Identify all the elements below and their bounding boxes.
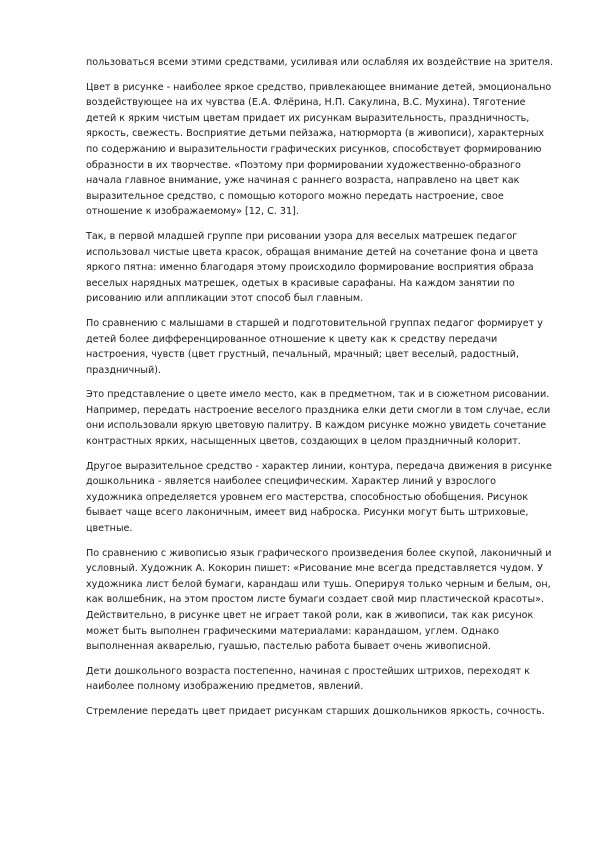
paragraph: Дети дошкольного возраста постепенно, начиная с простейших штрихов, переходят к наиболее полному изображению предметов, явлений. (86, 665, 530, 693)
paragraph: Цвет в рисунке - наиболее яркое средство, привлекающее внимание детей, эмоционально воздействующее на их чувства (Е.А. Флёрина, Н.П. Сакулина, В.С. Мухина). Тяготение детей к ярким чистым цветам придает их рисункам выразительность, праздничность, яркость, свежесть. Восприятие детьми пейзажа, натюрморта (в живописи), характерных по содержанию и выразительности графических рисунков, способствует формированию образности в их творчестве. «Поэтому при формировании художественно-образного начала главное внимание, уже начиная с раннего возраста, направлено на цвет как выразительное средство, с помощью которого можно передать настроение, свое отношение к изображаемому» [12, С. 31]. (86, 81, 552, 218)
paragraph: Другое выразительное средство - характер линии, контура, передача движения в рисунке дошкольника - является наиболее специфическим. Характер линий у взрослого художника определяется уровнем его мастерства, способностью обобщения. Рисунок бывает чаще всего лаконичным, имеет вид наброска. Рисунки могут быть штриховые, цветные. (86, 460, 552, 535)
paragraph: Стремление передать цвет придает рисункам старших дошкольников яркость, сочность. (86, 705, 545, 717)
paragraph: Это представление о цвете имело место, как в предметном, так и в сюжетном рисовании. Например, передать настроение веселого праздника елки дети смогли в том случае, если они использовали яркую цветовую палитру. В каждом рисунке можно увидеть сочетание контрастных ярких, насыщенных цветов, создающих в целом праздничный колорит. (86, 389, 551, 448)
document-body (86, 55, 554, 729)
paragraph: Так, в первой младшей группе при рисовании узора для веселых матрешек педагог использовал чистые цвета красок, обращая внимание детей на сочетание фона и цвета яркого пятна: именно благодаря этому происходило формирование восприятия образа веселых нарядных матрешек, одетых в красивые сарафаны. На каждом занятии по рисованию или аппликации этот способ был главным. (86, 230, 539, 305)
paragraph: пользоваться всеми этими средствами, усиливая или ослабляя их воздействие на зрителя. (86, 57, 554, 68)
paragraph: По сравнению с живописью язык графического произведения более скупой, лаконичный и условный. Художник А. Кокорин пишет: «Рисование мне всегда представляется чудом. У художника лист белой бумаги, карандаш или тушь. Оперируя только черным и белым, он, как волшебник, на этом простом листе бумаги создает свой мир пластической красоты». Действительно, в рисунке цвет не играет такой роли, как в живописи, так как рисунок может быть выполнен графическими материалами: карандашом, углем. Однако выполненная акварелью, гуашью, пастелью работа бывает очень живописной. (86, 547, 552, 653)
paragraph: По сравнению с малышами в старшей и подготовительной группах педагог формирует у детей более дифференцированное отношение к цвету как к средству передачи настроения, чувств (цвет грустный, печальный, мрачный; цвет веселый, радостный, праздничный). (86, 317, 543, 376)
